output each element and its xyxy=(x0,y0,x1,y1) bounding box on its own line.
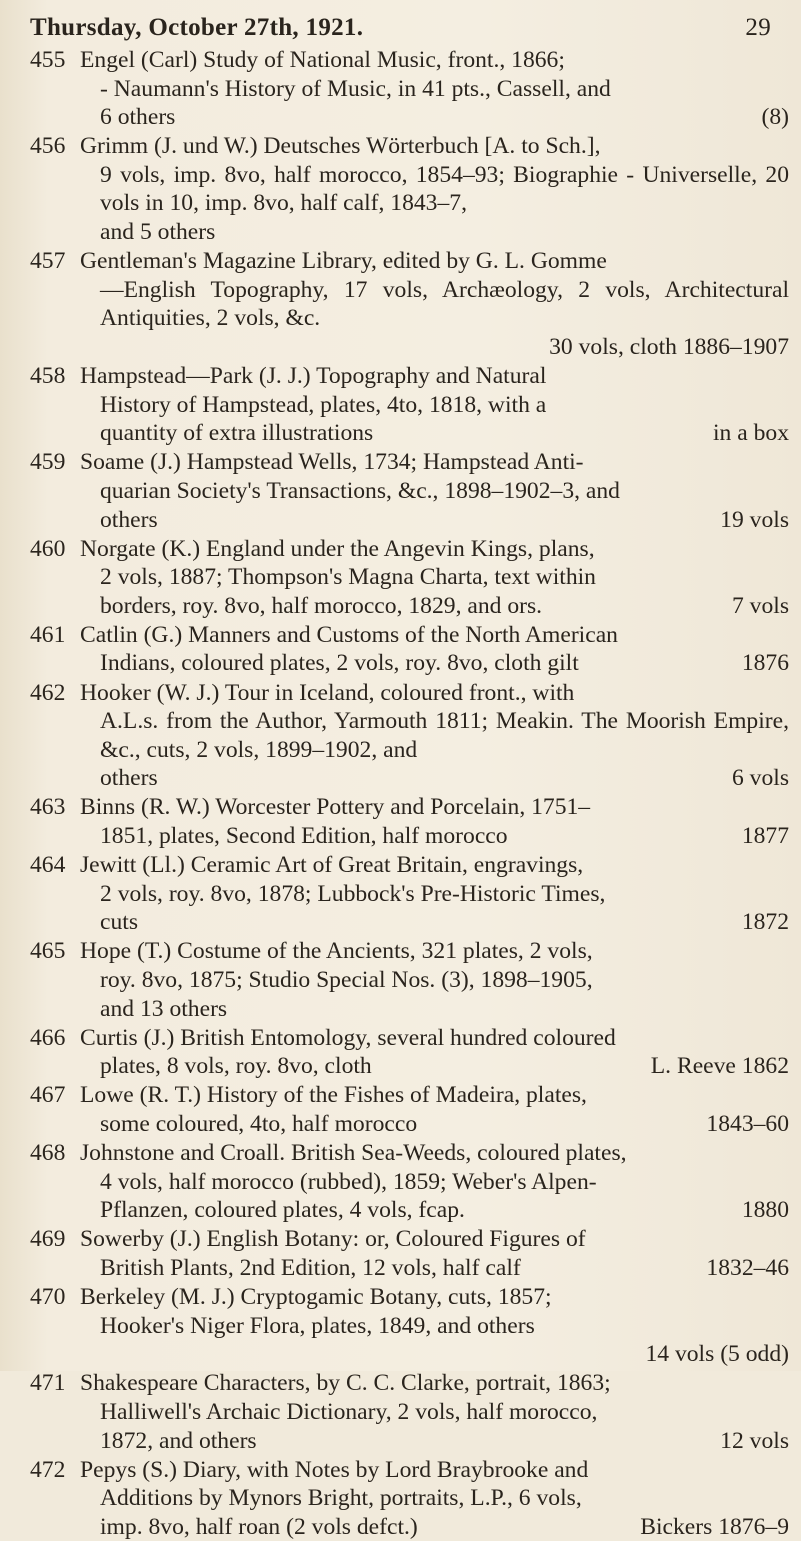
lot-number: 472 xyxy=(30,1456,66,1483)
lot-tail-line xyxy=(80,908,789,937)
lot-title-line: Hope (T.) Costume of the Ancients, 321 plates, 2 vols, xyxy=(80,938,593,965)
lot-detail-text: Halliwell's Archaic Dictionary, 2 vols, half morocco, xyxy=(100,1398,598,1425)
lot-detail-text: roy. 8vo, 1875; Studio Special Nos. (3), 1898–1905, xyxy=(100,967,593,993)
lot-title-line: Hooker (W. J.) Tour in Iceland, coloured front., with xyxy=(80,679,575,706)
lot-title-line: Soame (J.) Hampstead Wells, 1734; Hampstead Anti- xyxy=(80,449,584,476)
lot-description xyxy=(80,1024,791,1081)
lot-tail-line xyxy=(80,419,789,448)
lot-title-line: Engel (Carl) Study of National Music, front., 1866; xyxy=(80,47,565,73)
lot-title-line: Gentleman's Magazine Library, edited by G. L. Gomme xyxy=(80,248,607,275)
lot-description xyxy=(80,1456,791,1541)
lot-title-line: Sowerby (J.) English Botany: or, Coloured Figures of xyxy=(80,1226,586,1253)
lot-title-line: Jewitt (Ll.) Ceramic Art of Great Britain, engravings, xyxy=(80,852,584,879)
header-date: Thursday, October 27th, 1921. xyxy=(30,14,364,41)
lot-tail-line xyxy=(80,764,789,793)
lot-entry xyxy=(30,535,791,621)
lot-description xyxy=(80,1369,791,1455)
lot-entry xyxy=(30,1024,791,1081)
lot-tail-text: Indians, coloured plates, 2 vols, roy. 8vo, cloth gilt xyxy=(100,650,579,677)
lot-title-line: Berkeley (M. J.) Cryptogamic Botany, cuts, 1857; xyxy=(80,1284,552,1311)
page-number: 29 xyxy=(745,14,771,41)
lot-title-line: Curtis (J.) British Entomology, several hundred coloured xyxy=(80,1024,616,1051)
lot-description xyxy=(80,247,791,361)
lot-detail-text: 4 vols, half morocco (rubbed), 1859; Weber's Alpen- xyxy=(100,1168,597,1195)
lot-tail-text: some coloured, 4to, half morocco xyxy=(100,1110,418,1137)
lot-number: 462 xyxy=(30,679,66,706)
lot-detail-text: - Naumann's History of Music, in 41 pts., Cassell, and xyxy=(100,75,611,102)
lot-number: 457 xyxy=(30,248,66,275)
lot-detail-text: quarian Society's Transactions, &c., 1898–1902–3, and xyxy=(100,477,620,504)
lot-tail-text: others xyxy=(100,506,158,533)
lot-number: 464 xyxy=(30,852,66,879)
lot-number: 468 xyxy=(30,1140,66,1167)
lot-tail-text: 1851, plates, Second Edition, half morocco xyxy=(100,823,508,850)
lot-volume-count: in a box xyxy=(712,420,789,447)
lot-title-line: Johnstone and Croall. British Sea-Weeds, coloured plates, xyxy=(80,1140,627,1167)
lot-tail-line xyxy=(80,1110,789,1139)
lot-volume-count: 19 vols xyxy=(720,506,789,533)
lot-number: 465 xyxy=(30,938,66,965)
lot-number: 470 xyxy=(30,1284,66,1311)
lot-entry xyxy=(30,1139,791,1225)
lot-description xyxy=(80,937,791,1023)
lot-tail-text: borders, roy. 8vo, half morocco, 1829, and ors. xyxy=(100,592,543,619)
lot-description xyxy=(80,535,791,621)
lot-number: 467 xyxy=(30,1082,66,1109)
lot-tail-line xyxy=(80,995,789,1024)
lot-volume-count: 1877 xyxy=(741,823,789,850)
lot-number: 456 xyxy=(30,133,66,160)
lot-entry xyxy=(30,132,791,246)
lot-volume-count: 14 vols (5 odd) xyxy=(645,1341,789,1368)
lot-tail-text: and 13 others xyxy=(100,995,228,1022)
lot-number: 458 xyxy=(30,363,66,390)
lot-description xyxy=(80,448,791,534)
lot-title-line: Grimm (J. und W.) Deutsches Wörterbuch [A. to Sch.], xyxy=(80,133,601,160)
lot-tail-line xyxy=(80,1427,789,1456)
lot-detail-text: 2 vols, roy. 8vo, 1878; Lubbock's Pre-Historic Times, xyxy=(100,880,606,907)
lot-detail-text: 2 vols, 1887; Thompson's Magna Charta, text within xyxy=(100,564,596,591)
lot-tail-line xyxy=(80,1340,789,1369)
lot-entry xyxy=(30,1283,791,1369)
lot-description xyxy=(80,1081,791,1138)
lot-volume-count: 1876 xyxy=(741,650,789,677)
lot-tail-line xyxy=(80,103,789,132)
lot-tail-line xyxy=(80,822,789,851)
lot-volume-count: 7 vols xyxy=(731,592,789,619)
lot-number: 469 xyxy=(30,1226,66,1253)
lot-entry xyxy=(30,851,791,937)
lot-detail-text: —English Topography, 17 vols, Archæology, 2 vols, Architectural Antiquities, 2 vols, &c. xyxy=(100,276,789,332)
lot-detail-text: Additions by Mynors Bright, portraits, L.P., 6 vols, xyxy=(100,1485,582,1512)
lot-tail-line xyxy=(80,1052,789,1081)
lot-tail-text: 1872, and others xyxy=(100,1427,257,1454)
lot-entry xyxy=(30,1369,791,1455)
lot-volume-count: L. Reeve 1862 xyxy=(650,1053,789,1080)
lot-volume-count: 30 vols, cloth 1886–1907 xyxy=(549,333,789,360)
lot-entry xyxy=(30,621,791,678)
lot-tail-text: Pflanzen, coloured plates, 4 vols, fcap. xyxy=(100,1197,465,1224)
lot-number: 455 xyxy=(30,47,66,73)
lot-description xyxy=(80,621,791,678)
lot-volume-count: 12 vols xyxy=(720,1427,789,1454)
lot-title-line: Lowe (R. T.) History of the Fishes of Madeira, plates, xyxy=(80,1082,587,1109)
lot-entry xyxy=(30,1081,791,1138)
lot-volume-count: 6 vols xyxy=(731,765,789,792)
lot-entry xyxy=(30,1456,791,1541)
lot-tail-text: cuts xyxy=(100,909,139,936)
lot-description xyxy=(80,1139,791,1225)
lot-title-line: Pepys (S.) Diary, with Notes by Lord Braybrooke and xyxy=(80,1456,589,1483)
lot-detail-text: 9 vols, imp. 8vo, half morocco, 1854–93; Biographie - Universelle, 20 vols in 10, imp. 8vo, half calf, 1843–7, xyxy=(100,161,789,217)
lot-tail-line xyxy=(80,649,789,678)
lot-volume-count: Bickers 1876–9 xyxy=(640,1513,789,1540)
lot-tail-line xyxy=(80,1254,789,1283)
lot-description xyxy=(80,793,791,850)
lot-number: 463 xyxy=(30,794,66,821)
lot-entry xyxy=(30,679,791,793)
lot-description xyxy=(80,851,791,937)
lot-entry xyxy=(30,793,791,850)
lot-tail-line xyxy=(80,506,789,535)
lot-volume-count: 1843–60 xyxy=(706,1110,789,1137)
lot-tail-text: and 5 others xyxy=(100,219,216,246)
lot-tail-text: 6 others xyxy=(100,104,176,131)
lot-tail-line xyxy=(80,333,789,362)
lot-tail-line xyxy=(80,218,789,247)
lot-title-line: Shakespeare Characters, by C. C. Clarke, portrait, 1863; xyxy=(80,1370,611,1397)
lot-number: 459 xyxy=(30,449,66,476)
lot-tail-text: others xyxy=(100,765,158,792)
lot-description xyxy=(80,1225,791,1282)
lot-volume-count: (8) xyxy=(761,104,789,131)
lot-entry xyxy=(30,46,791,132)
lot-title-line: Norgate (K.) England under the Angevin Kings, plans, xyxy=(80,535,595,562)
lot-description xyxy=(80,132,791,246)
lot-entry xyxy=(30,1225,791,1282)
lot-tail-text: plates, 8 vols, roy. 8vo, cloth xyxy=(100,1053,372,1080)
lot-detail-text: Hooker's Niger Flora, plates, 1849, and others xyxy=(100,1312,535,1339)
lot-volume-count: 1832–46 xyxy=(706,1254,789,1281)
lot-volume-count: 1880 xyxy=(741,1197,789,1224)
lot-tail-line xyxy=(80,592,789,621)
lot-number: 461 xyxy=(30,621,66,648)
lot-entry xyxy=(30,448,791,534)
lot-entry xyxy=(30,362,791,448)
lot-tail-line xyxy=(80,1196,789,1225)
lot-description xyxy=(80,679,791,793)
lot-description xyxy=(80,46,791,132)
lot-number: 471 xyxy=(30,1370,66,1397)
lot-title-line: Binns (R. W.) Worcester Pottery and Porcelain, 1751– xyxy=(80,794,591,821)
lot-tail-text: imp. 8vo, half roan (2 vols defct.) xyxy=(100,1513,418,1540)
lot-list xyxy=(30,46,791,1541)
lot-title-line: Hampstead—Park (J. J.) Topography and Natural xyxy=(80,363,547,390)
page-header xyxy=(30,14,791,42)
lot-volume-count: 1872 xyxy=(741,909,789,936)
lot-tail-text: quantity of extra illustrations xyxy=(100,420,374,447)
lot-description xyxy=(80,362,791,448)
lot-entry xyxy=(30,247,791,361)
lot-detail-text: History of Hampstead, plates, 4to, 1818, with a xyxy=(100,391,547,418)
lot-number: 460 xyxy=(30,535,66,562)
lot-number: 466 xyxy=(30,1024,66,1051)
lot-detail-text: A.L.s. from the Author, Yarmouth 1811; Meakin. The Moorish Empire, &c., cuts, 2 vols, 1899–1902, and xyxy=(100,708,789,763)
lot-entry xyxy=(30,937,791,1023)
lot-tail-line xyxy=(80,1513,789,1541)
lot-description xyxy=(80,1283,791,1369)
lot-tail-text: British Plants, 2nd Edition, 12 vols, half calf xyxy=(100,1254,521,1281)
lot-title-line: Catlin (G.) Manners and Customs of the North American xyxy=(80,621,618,648)
